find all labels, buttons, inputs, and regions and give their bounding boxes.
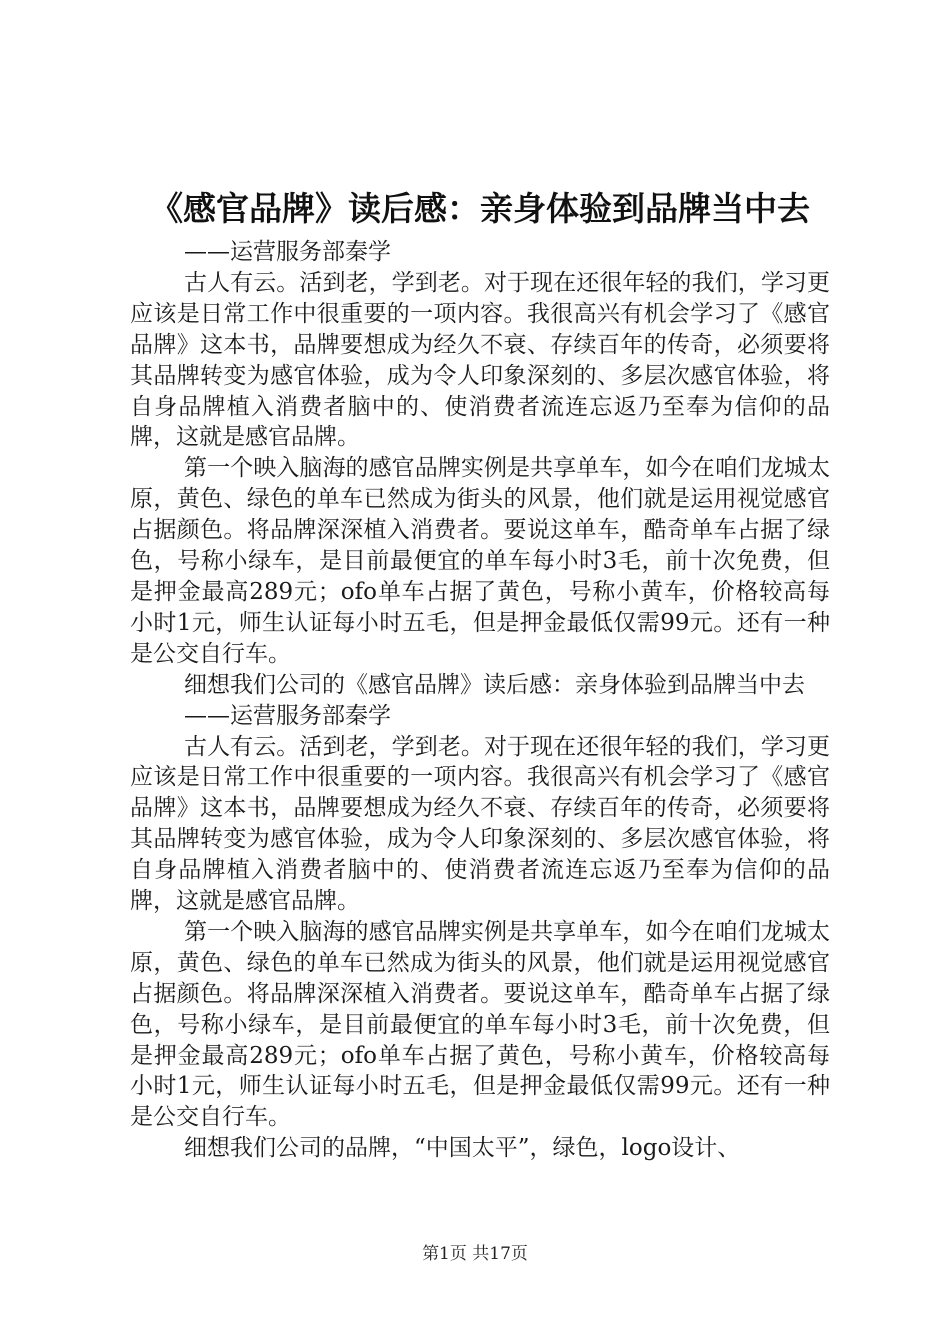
page-number-footer: 第1页 共17页 xyxy=(422,1244,528,1264)
author-line: ——运营服务部秦学 xyxy=(184,702,391,729)
paragraph: 细想我们公司的《感官品牌》读后感：亲身体验到品牌当中去 xyxy=(184,671,805,698)
paragraph: 第一个映入脑海的感官品牌实例是共享单车，如今在咱们龙城太原，黄色、绿色的单车已然成为街头的风景，他们就是运用视觉感官占据颜色。将品牌深深植入消费者。要说这单车，酷奇单车占据了绿色，号称小绿车，是目前最便宜的单车每小时3毛，前十次免费，但是押金最高289元；ofo单车占据了黄色，号称小黄车，价格较高每小时1元，师生认证每小时五毛，但是押金最低仅需99元。还有一种是公交自行车。 xyxy=(130,455,830,667)
document-body xyxy=(130,237,830,1164)
document-title: 《感官品牌》读后感：亲身体验到品牌当中去 xyxy=(150,189,810,228)
paragraph: 古人有云。活到老，学到老。对于现在还很年轻的我们，学习更应该是日常工作中很重要的一项内容。我很高兴有机会学习了《感官品牌》这本书，品牌要想成为经久不衰、存续百年的传奇，必须要将其品牌转变为感官体验，成为令人印象深刻的、多层次感官体验，将自身品牌植入消费者脑中的、使消费者流连忘返乃至奉为信仰的品牌，这就是感官品牌。 xyxy=(130,733,830,915)
author-line: ——运营服务部秦学 xyxy=(184,239,391,265)
paragraph: 细想我们公司的品牌，“中国太平”，绿色，logo设计、 xyxy=(184,1135,741,1162)
paragraph: 第一个映入脑海的感官品牌实例是共享单车，如今在咱们龙城太原，黄色、绿色的单车已然成为街头的风景，他们就是运用视觉感官占据颜色。将品牌深深植入消费者。要说这单车，酷奇单车占据了绿色，号称小绿车，是目前最便宜的单车每小时3毛，前十次免费，但是押金最高289元；ofo单车占据了黄色，号称小黄车，价格较高每小时1元，师生认证每小时五毛，但是押金最低仅需99元。还有一种是公交自行车。 xyxy=(130,918,830,1131)
paragraph: 古人有云。活到老，学到老。对于现在还很年轻的我们，学习更应该是日常工作中很重要的一项内容。我很高兴有机会学习了《感官品牌》这本书，品牌要想成为经久不衰、存续百年的传奇，必须要将其品牌转变为感官体验，成为令人印象深刻的、多层次感官体验，将自身品牌植入消费者脑中的、使消费者流连忘返乃至奉为信仰的品牌，这就是感官品牌。 xyxy=(130,269,830,451)
